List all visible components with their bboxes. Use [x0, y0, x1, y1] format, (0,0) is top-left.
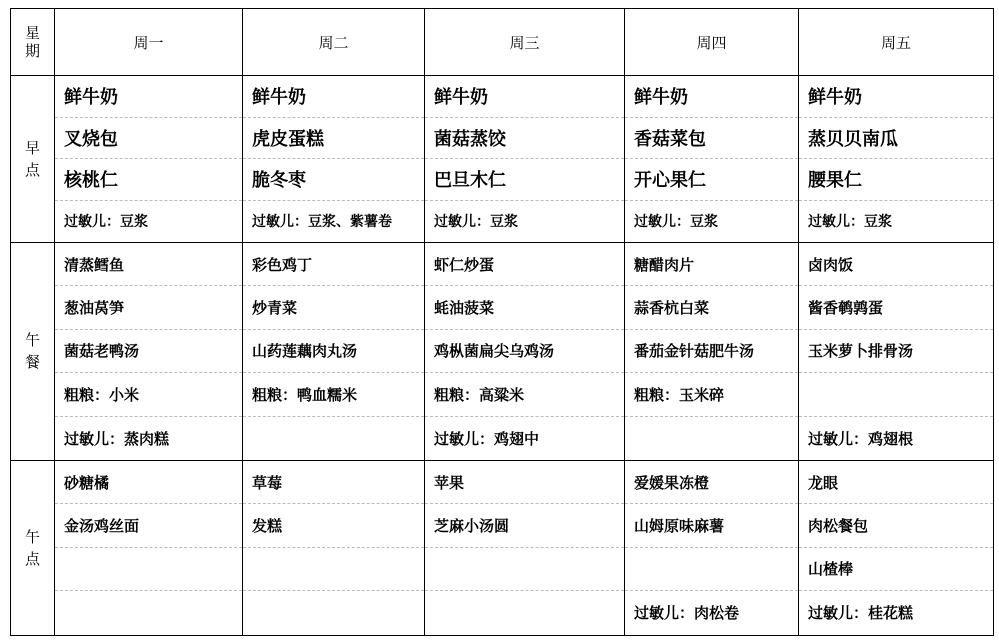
menu-item: 蒜香杭白菜	[625, 286, 798, 329]
menu-item: 山楂棒	[799, 548, 993, 591]
menu-item: 金汤鸡丝面	[55, 504, 242, 547]
allergy-note: 过敏儿：豆浆、紫薯卷	[252, 214, 392, 231]
allergy-note	[625, 417, 798, 460]
menu-item: 卤肉饭	[799, 243, 993, 286]
menu-item: 鲜牛奶	[799, 76, 993, 118]
menu-item: 鲜牛奶	[625, 76, 798, 118]
menu-cell	[799, 460, 994, 635]
menu-item: 苹果	[425, 461, 624, 504]
menu-item: 清蒸鳕鱼	[55, 243, 242, 286]
menu-item	[55, 548, 242, 591]
menu-item: 鲜牛奶	[425, 76, 624, 118]
menu-item: 草莓	[243, 461, 424, 504]
menu-item: 糖醋肉片	[625, 243, 798, 286]
menu-cell	[425, 76, 625, 243]
allergy-note: 过敏儿：豆浆	[434, 214, 518, 231]
allergy-note	[55, 591, 242, 634]
menu-cell	[243, 243, 425, 461]
day-header-wed: 周三	[425, 9, 625, 76]
menu-item: 龙眼	[799, 461, 993, 504]
menu-cell	[55, 460, 243, 635]
allergy-note	[425, 591, 624, 634]
menu-item: 巴旦木仁	[425, 159, 624, 201]
menu-item: 砂糖橘	[55, 461, 242, 504]
menu-item	[243, 548, 424, 591]
menu-item: 发糕	[243, 504, 424, 547]
menu-item: 芝麻小汤圆	[425, 504, 624, 547]
menu-item: 玉米萝卜排骨汤	[799, 330, 993, 373]
menu-item	[425, 548, 624, 591]
menu-item: 虎皮蛋糕	[243, 118, 424, 160]
menu-cell	[425, 243, 625, 461]
coarse-grain-item: 粗粮：玉米碎	[625, 373, 798, 416]
menu-item: 蒸贝贝南瓜	[799, 118, 993, 160]
menu-item	[625, 548, 798, 591]
meal-label-char: 点	[24, 549, 40, 568]
menu-item: 菌菇蒸饺	[425, 118, 624, 160]
weekday-header-char: 期	[24, 42, 40, 60]
menu-item: 香菇菜包	[625, 118, 798, 160]
lunch-row	[11, 243, 994, 461]
menu-item: 鲜牛奶	[55, 76, 242, 118]
menu-cell	[55, 76, 243, 243]
menu-item: 腰果仁	[799, 159, 993, 201]
coarse-grain-item: 粗粮：鸭血糯米	[243, 373, 424, 416]
meal-label-char: 早	[24, 139, 40, 157]
menu-item: 脆冬枣	[243, 159, 424, 201]
menu-table-wrapper	[10, 8, 993, 634]
meal-label-breakfast	[11, 76, 55, 243]
menu-cell	[55, 243, 243, 461]
menu-cell	[799, 76, 994, 243]
menu-cell	[625, 243, 799, 461]
allergy-note: 过敏儿：鸡翅中	[434, 429, 540, 448]
allergy-note: 过敏儿：鸡翅根	[808, 429, 914, 448]
menu-item: 山药莲藕肉丸汤	[243, 330, 424, 373]
menu-item: 炒青菜	[243, 286, 424, 329]
menu-item: 爱媛果冻橙	[625, 461, 798, 504]
allergy-note: 过敏儿：豆浆	[634, 214, 718, 231]
allergy-note: 过敏儿：蒸肉糕	[64, 429, 170, 448]
menu-item: 鲜牛奶	[243, 76, 424, 118]
menu-cell	[243, 76, 425, 243]
allergy-note	[243, 417, 424, 460]
menu-cell	[625, 460, 799, 635]
day-header-tue: 周二	[243, 9, 425, 76]
menu-item: 蚝油菠菜	[425, 286, 624, 329]
menu-item: 番茄金针菇肥牛汤	[625, 330, 798, 373]
menu-cell	[799, 243, 994, 461]
menu-item: 彩色鸡丁	[243, 243, 424, 286]
allergy-note: 过敏儿：豆浆	[64, 214, 148, 231]
menu-item: 开心果仁	[625, 159, 798, 201]
menu-item: 肉松餐包	[799, 504, 993, 547]
allergy-note	[243, 591, 424, 634]
meal-label-lunch	[11, 243, 55, 461]
weekly-menu-table	[10, 8, 994, 636]
breakfast-row	[11, 76, 994, 243]
allergy-note: 过敏儿：肉松卷	[634, 604, 740, 623]
day-header-fri: 周五	[799, 9, 994, 76]
menu-cell	[625, 76, 799, 243]
coarse-grain-item: 粗粮：高粱米	[425, 373, 624, 416]
allergy-note: 过敏儿：桂花糕	[808, 604, 914, 623]
menu-item: 葱油莴笋	[55, 286, 242, 329]
menu-item: 酱香鹌鹑蛋	[799, 286, 993, 329]
menu-item: 菌菇老鸭汤	[55, 330, 242, 373]
day-header-mon: 周一	[55, 9, 243, 76]
meal-label-char: 午	[24, 331, 40, 350]
meal-label-char: 点	[24, 161, 40, 179]
meal-label-afternoon-snack	[11, 460, 55, 635]
menu-item: 山姆原味麻薯	[625, 504, 798, 547]
menu-cell	[425, 460, 625, 635]
weekday-header-cell	[11, 9, 55, 76]
meal-label-char: 餐	[24, 353, 40, 372]
afternoon-snack-row	[11, 460, 994, 635]
menu-item: 虾仁炒蛋	[425, 243, 624, 286]
menu-item: 鸡枞菌扁尖乌鸡汤	[425, 330, 624, 373]
menu-item: 核桃仁	[55, 159, 242, 201]
menu-cell	[243, 460, 425, 635]
coarse-grain-item: 粗粮：小米	[55, 373, 242, 416]
day-header-thu: 周四	[625, 9, 799, 76]
meal-label-char: 午	[24, 527, 40, 546]
allergy-note: 过敏儿：豆浆	[808, 214, 892, 231]
coarse-grain-item	[799, 373, 993, 416]
header-row	[11, 9, 994, 76]
menu-item: 叉烧包	[55, 118, 242, 160]
weekday-header-char: 星	[24, 24, 40, 42]
